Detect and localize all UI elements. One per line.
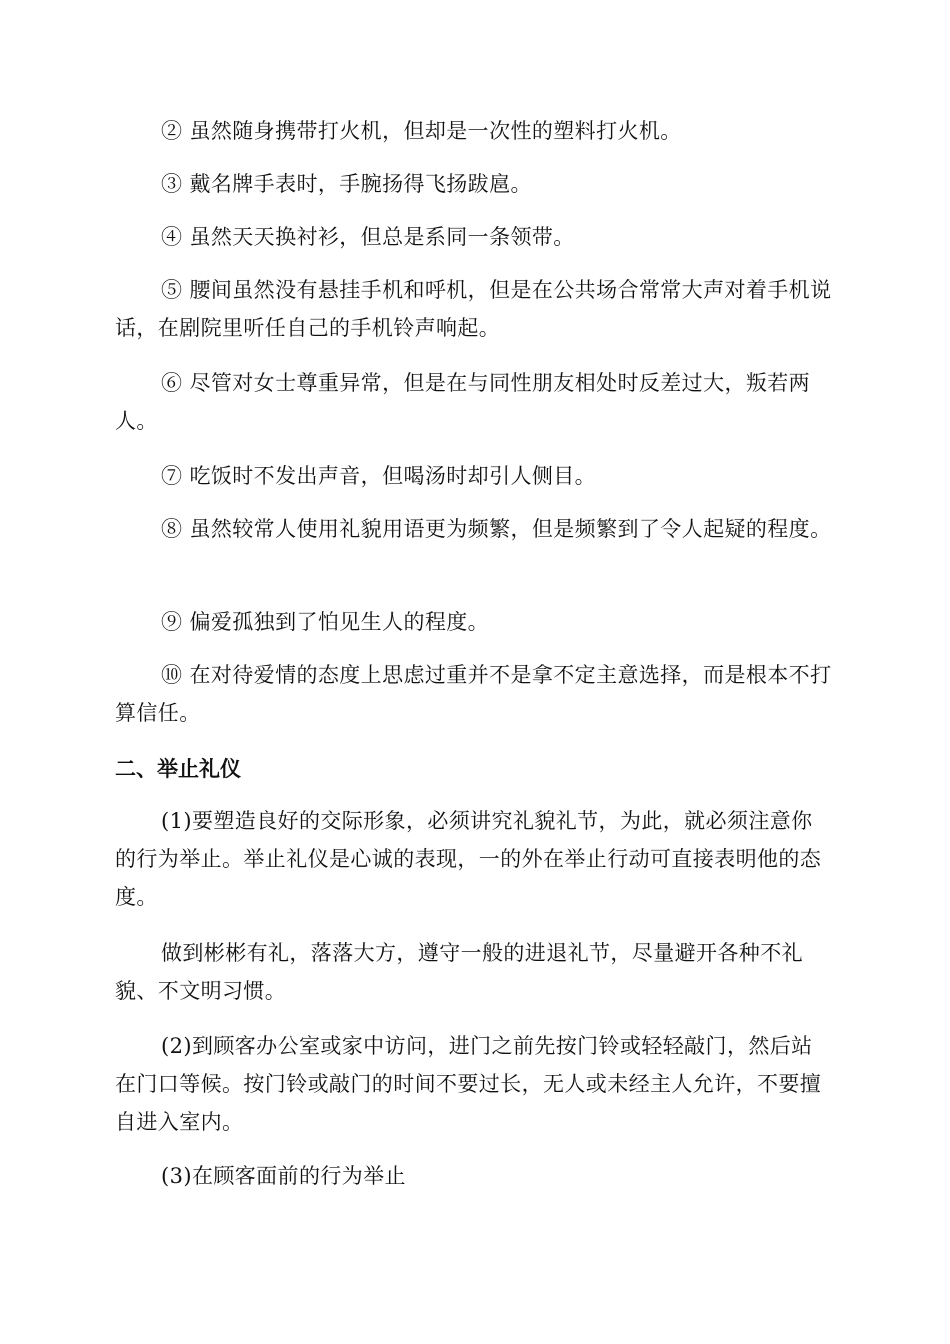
paragraph-1: (1)要塑造良好的交际形象，必须讲究礼貌礼节，为此，就必须注意你的行为举止。举止礼仪是心诚的表现，一的外在举止行动可直接表明他的态度。 (115, 809, 822, 909)
list-item-8: ⑧ 虽然较常人使用礼貌用语更为频繁，但是频繁到了令人起疑的程度。 (161, 517, 832, 541)
list-item-5: ⑤ 腰间虽然没有悬挂手机和呼机，但是在公共场合常常大声对着手机说话，在剧院里听任自己的手机铃声响起。 (115, 278, 832, 340)
list-item-6: ⑥ 尽管对女士尊重异常，但是在与同性朋友相处时反差过大，叛若两人。 (115, 371, 811, 433)
list-item-10: ⑩ 在对待爱情的态度上思虑过重并不是拿不定主意选择，而是根本不打算信任。 (115, 663, 832, 725)
list-item-7: ⑦ 吃饭时不发出声音，但喝汤时却引人侧目。 (161, 464, 597, 488)
paragraph-2: 做到彬彬有礼，落落大方，遵守一般的进退礼节，尽量避开各种不礼貌、不文明习惯。 (115, 941, 803, 1003)
list-item-3: ③ 戴名牌手表时，手腕扬得飞扬跋扈。 (161, 172, 532, 196)
paragraph-4: (3)在顾客面前的行为举止 (161, 1164, 406, 1188)
paragraph-3: (2)到顾客办公室或家中访问，进门之前先按门铃或轻轻敲门，然后站在门口等候。按门铃或敲门的时间不要过长，无人或未经主人允许，不要擅自进入室内。 (115, 1034, 822, 1134)
list-item-4: ④ 虽然天天换衬衫，但总是系同一条领带。 (161, 225, 575, 249)
list-item-9: ⑨ 偏爱孤独到了怕见生人的程度。 (161, 610, 490, 634)
list-item-2: ② 虽然随身携带打火机，但却是一次性的塑料打火机。 (161, 119, 682, 143)
section-heading: 二、举止礼仪 (115, 757, 241, 781)
